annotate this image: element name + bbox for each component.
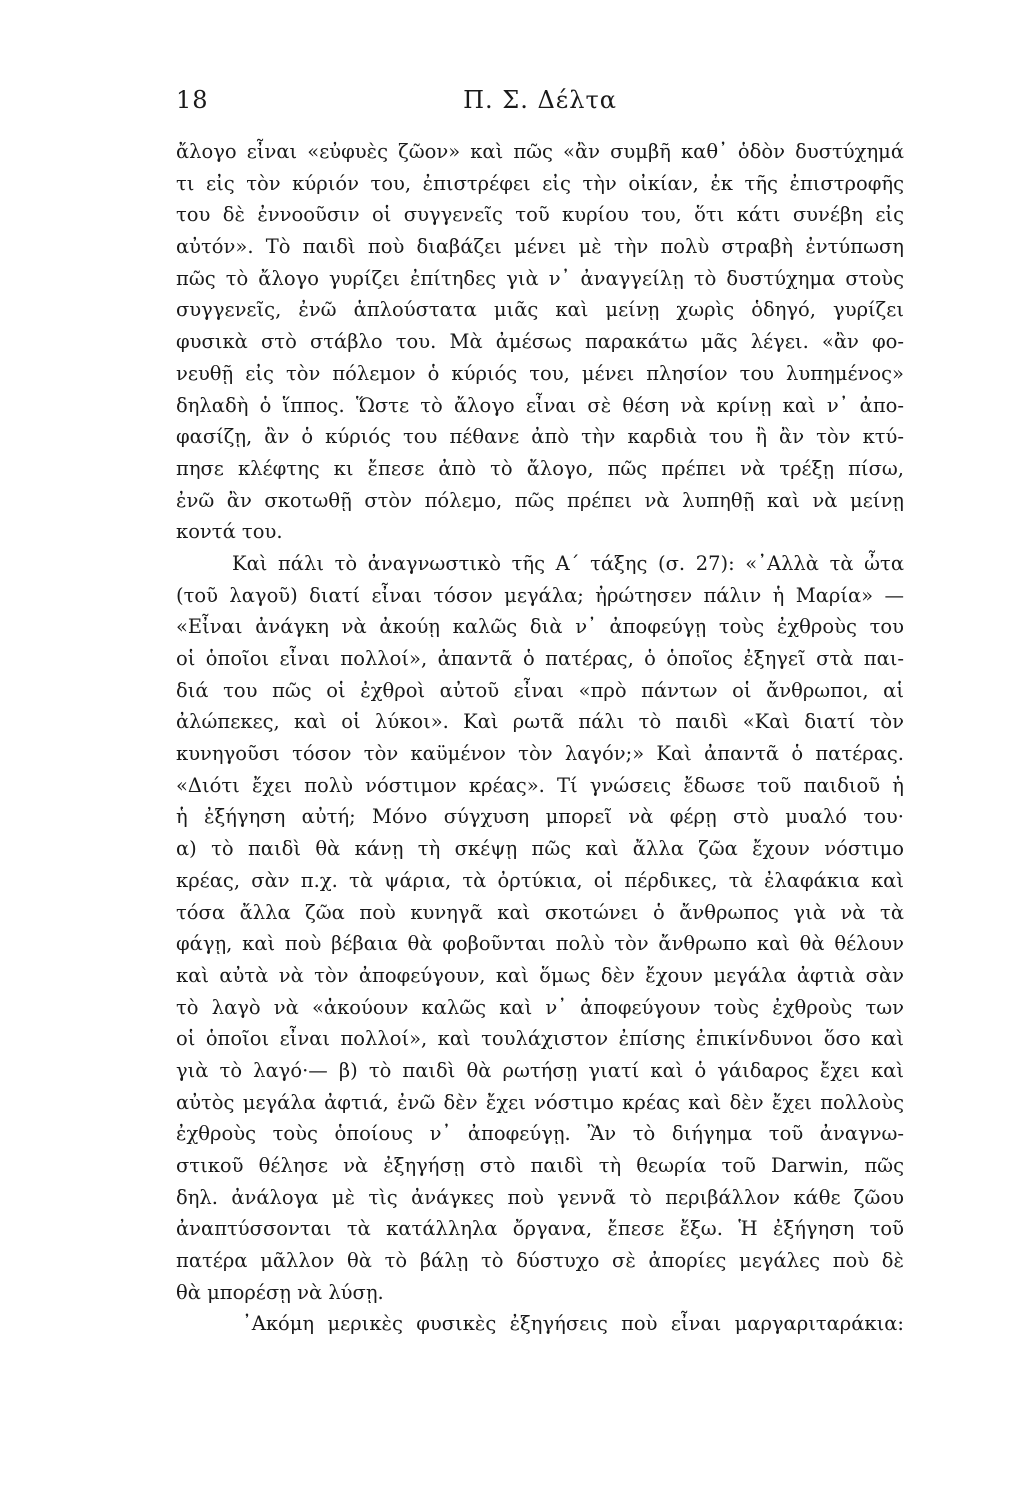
running-head-author: Π. Σ. Δέλτα (463, 86, 617, 114)
text-line: τὸ λαγὸ νὰ «ἀκούουν καλῶς καὶ ν᾽ ἀποφεύγουν τοὺς ἐχθροὺς των (176, 995, 904, 1019)
text-line: ἀναπτύσσονται τὰ κατάλληλα ὄργανα, ἔπεσε ἔξω. Ἡ ἐξήγηση τοῦ (176, 1217, 904, 1241)
text-line: κρέας, σὰν π.χ. τὰ ψάρια, τὰ ὀρτύκια, οἱ πέρδικες, τὰ ἐλαφάκια καὶ (176, 868, 904, 892)
text-line: οἱ ὁποῖοι εἶναι πολλοί», καὶ τουλάχιστον ἐπίσης ἐπικίνδυνοι ὅσο καὶ (176, 1027, 904, 1051)
page-number: 18 (176, 86, 209, 114)
text-line: οἱ ὁποῖοι εἶναι πολλοί», ἀπαντᾶ ὁ πατέρας, ὁ ὁποῖος ἐξηγεῖ στὰ παι- (176, 647, 904, 670)
text-line: δηλ. ἀνάλογα μὲ τὶς ἀνάγκες ποὺ γεννᾶ τὸ περιβάλλον κάθε ζῶου (176, 1185, 904, 1209)
text-line: ἡ ἐξήγηση αὐτή; Μόνο σύγχυση μπορεῖ νὰ φέρῃ στὸ μυαλό του· (176, 805, 904, 829)
paragraph-start-line: ᾽Ακόμη μερικὲς φυσικὲς ἐξηγήσεις ποὺ εἶναι μαργαριταράκια: (242, 1312, 904, 1336)
text-line: ἐχθροὺς τοὺς ὁποίους ν᾽ ἀποφεύγῃ. Ἂν τὸ διήγημα τοῦ ἀναγνω- (176, 1122, 904, 1146)
text-line: αὐτὸς μεγάλα ἀφτιά, ἐνῶ δὲν ἔχει νόστιμο κρέας καὶ δὲν ἔχει πολλοὺς (176, 1090, 904, 1114)
text-line: πησε κλέφτης κι ἔπεσε ἀπὸ τὸ ἄλογο, πῶς πρέπει νὰ τρέξῃ πίσω, (176, 456, 904, 480)
text-line: ἄλογο εἶναι «εὐφυὲς ζῶον» καὶ πῶς «ἂν συμβῆ καθ᾽ ὁδὸν δυστύχημά (176, 140, 904, 163)
text-line: φάγῃ, καὶ ποὺ βέβαια θὰ φοβοῦνται πολὺ τὸν ἄνθρωπο καὶ θὰ θέλουν (176, 932, 904, 956)
text-line: φυσικὰ στὸ στάβλο του. Μὰ ἀμέσως παρακάτω μᾶς λέγει. «ἂν φο- (176, 330, 904, 354)
text-line: γιὰ τὸ λαγό·— β) τὸ παιδὶ θὰ ρωτήσῃ γιατί καὶ ὁ γάιδαρος ἔχει καὶ (176, 1058, 904, 1082)
text-line: του δὲ ἐννοοῦσιν οἱ συγγενεῖς τοῦ κυρίου του, ὅτι κάτι συνέβη εἰς (176, 203, 904, 227)
paragraph-end-line: θὰ μπορέσῃ νὰ λύσῃ. (176, 1280, 384, 1304)
text-line: «Εἶναι ἀνάγκη νὰ ἀκούῃ καλῶς διὰ ν᾽ ἀποφεύγῃ τοὺς ἐχθροὺς του (176, 615, 904, 639)
text-line: φασίζῃ, ἂν ὁ κύριός του πέθανε ἀπὸ τὴν καρδιὰ του ἢ ἂν τὸν κτύ- (176, 425, 904, 449)
text-line: ἀλώπεκες, καὶ οἱ λύκοι». Καὶ ρωτᾶ πάλι τὸ παιδὶ «Καὶ διατί τὸν (176, 710, 904, 734)
text-line: διά του πῶς οἱ ἐχθροὶ αὐτοῦ εἶναι «πρὸ πάντων οἱ ἄνθρωποι, αἱ (176, 678, 904, 702)
text-line: τι εἰς τὸν κύριόν του, ἐπιστρέφει εἰς τὴν οἰκίαν, ἐκ τῆς ἐπιστροφῆς (176, 171, 904, 195)
text-line: πῶς τὸ ἄλογο γυρίζει ἐπίτηδες γιὰ ν᾽ ἀναγγείλῃ τὸ δυστύχημα στοὺς (176, 266, 904, 290)
text-line: καὶ αὐτὰ νὰ τὸν ἀποφεύγουν, καὶ ὅμως δὲν ἔχουν μεγάλα ἀφτιὰ σὰν (176, 963, 904, 987)
paragraph-start-line: Καὶ πάλι τὸ ἀναγνωστικὸ τῆς Α΄ τάξης (σ. 27): «᾽Αλλὰ τὰ ὦτα (232, 551, 904, 575)
running-head (176, 86, 904, 120)
text-line: (τοῦ λαγοῦ) διατί εἶναι τόσον μεγάλα; ἠρώτησεν πάλιν ἡ Μαρία» — (176, 583, 904, 607)
text-line: «Διότι ἔχει πολὺ νόστιμον κρέας». Τί γνώσεις ἔδωσε τοῦ παιδιοῦ ἡ (176, 773, 904, 797)
text-line: τόσα ἄλλα ζῶα ποὺ κυνηγᾶ καὶ σκοτώνει ὁ ἄνθρωπος γιὰ νὰ τὰ (176, 900, 904, 924)
text-line: ἐνῶ ἂν σκοτωθῇ στὸν πόλεμο, πῶς πρέπει νὰ λυπηθῇ καὶ νὰ μείνῃ (176, 488, 904, 512)
text-line: α) τὸ παιδὶ θὰ κάνῃ τὴ σκέψῃ πῶς καὶ ἄλλα ζῶα ἔχουν νόστιμο (176, 837, 904, 861)
paragraph-end-line: κοντά του. (176, 520, 283, 544)
text-line: δηλαδὴ ὁ ἵππος. Ὥστε τὸ ἄλογο εἶναι σὲ θέση νὰ κρίνῃ καὶ ν᾽ ἀπο- (176, 393, 904, 417)
text-line: αὐτόν». Τὸ παιδὶ ποὺ διαβάζει μένει μὲ τὴν πολὺ στραβὴ ἐντύπωση (176, 235, 904, 259)
body-text (176, 136, 904, 1340)
text-line: συγγενεῖς, ἐνῶ ἁπλούστατα μιᾶς καὶ μείνῃ χωρὶς ὁδηγό, γυρίζει (176, 298, 904, 322)
text-line: πατέρα μᾶλλον θὰ τὸ βάλῃ τὸ δύστυχο σὲ ἀπορίες μεγάλες ποὺ δὲ (176, 1249, 904, 1273)
text-line: στικοῦ θέλησε νὰ ἐξηγήσῃ στὸ παιδὶ τὴ θεωρία τοῦ Darwin, πῶς (176, 1154, 904, 1177)
text-line: νευθῇ εἰς τὸν πόλεμον ὁ κύριός του, μένει πλησίον του λυπημένος» (176, 361, 904, 385)
text-line: κυνηγοῦσι τόσον τὸν καϋμένον τὸν λαγόν;» Καὶ ἀπαντᾶ ὁ πατέρας. (176, 742, 904, 766)
